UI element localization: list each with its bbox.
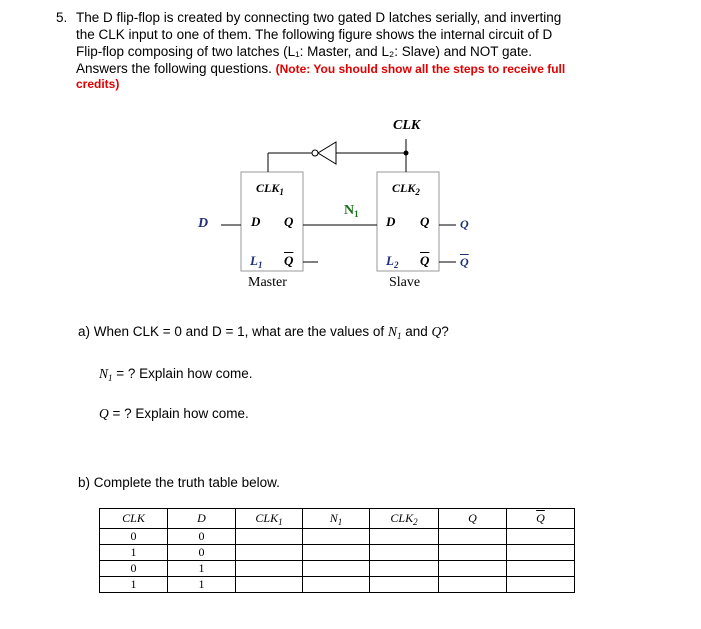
header-clk1-sub: 1 <box>278 516 283 527</box>
part-b-prompt: b) Complete the truth table below. <box>78 475 280 490</box>
n1-var <box>99 366 113 381</box>
part-a-q-line <box>99 405 249 422</box>
q-output-label: Q <box>460 217 469 231</box>
table-cell <box>370 577 439 593</box>
n1-explain-text: = ? Explain how come. <box>116 366 253 381</box>
master-d-label: D <box>251 214 261 229</box>
part-a-qmark: ? <box>441 324 449 339</box>
n1-var-base: N <box>99 366 109 381</box>
table-cell <box>303 529 370 545</box>
header-clk1 <box>236 509 303 529</box>
slave-name-sub: 2 <box>393 260 399 270</box>
table-cell <box>236 577 303 593</box>
part-a-n1-sub: 1 <box>396 331 402 341</box>
table-cell <box>439 529 507 545</box>
table-cell <box>439 545 507 561</box>
part-a-n1-line <box>99 365 252 387</box>
question-line-3: Flip-flop composing of two latches (L₁: Master, and L₂: Slave) and NOT gate. <box>76 44 533 59</box>
qbar-output-label: Q <box>460 255 469 269</box>
n1-label-base: N <box>344 203 355 218</box>
question-line-4-text: Answers the following questions. <box>76 61 272 76</box>
header-d <box>168 509 236 529</box>
question-line-1: The D flip-flop is created by connecting two gated D latches serially, and inverting <box>76 10 562 25</box>
table-cell <box>439 577 507 593</box>
master-clk-sub: 1 <box>279 187 284 197</box>
slave-d-label: D <box>386 214 396 229</box>
not-gate-bubble <box>312 150 318 156</box>
clk-label: CLK <box>393 118 421 133</box>
table-cell <box>370 545 439 561</box>
truth-table <box>99 508 575 593</box>
table-cell: 0 <box>168 545 236 561</box>
note-text: (Note: You should show all the steps to receive full <box>275 62 566 76</box>
table-cell <box>507 529 575 545</box>
not-gate-icon <box>318 142 336 164</box>
note-text-continued: credits) <box>76 77 120 91</box>
table-cell: 0 <box>168 529 236 545</box>
header-clk <box>100 509 168 529</box>
n1-label-sub: 1 <box>354 209 359 219</box>
slave-clk-sub: 2 <box>415 187 420 197</box>
header-clk2 <box>370 509 439 529</box>
header-n1-base: N <box>329 510 338 525</box>
master-q-label: Q <box>284 214 294 229</box>
table-cell <box>507 561 575 577</box>
master-name-sub: 1 <box>257 260 263 270</box>
header-n1-sub: 1 <box>337 516 343 527</box>
table-cell <box>439 561 507 577</box>
part-a-n1-base: N <box>387 324 397 339</box>
table-cell: 1 <box>100 545 168 561</box>
table-row <box>100 529 575 545</box>
header-d-text: D <box>197 511 206 525</box>
master-qbar-label: Q <box>284 253 294 268</box>
table-cell: 1 <box>168 561 236 577</box>
table-row <box>100 545 575 561</box>
table-cell <box>236 561 303 577</box>
header-clk-text: CLK <box>122 511 145 525</box>
master-clk-label <box>256 181 284 197</box>
table-cell: 1 <box>168 577 236 593</box>
header-q-text: Q <box>468 511 477 525</box>
part-a-prompt <box>78 323 449 345</box>
header-n1 <box>303 509 370 529</box>
q-explain-text: = ? Explain how come. <box>112 406 249 421</box>
slave-caption: Slave <box>389 275 421 290</box>
question-number: 5. <box>56 10 68 25</box>
header-clk2-sub: 2 <box>413 516 418 527</box>
table-cell: 0 <box>100 561 168 577</box>
table-cell: 1 <box>100 577 168 593</box>
header-q <box>439 509 507 529</box>
d-input-label: D <box>198 216 209 231</box>
table-cell <box>236 545 303 561</box>
table-cell <box>303 545 370 561</box>
master-caption: Master <box>248 275 287 290</box>
table-cell: 0 <box>100 529 168 545</box>
master-latch-name <box>250 253 262 270</box>
master-name-base: L <box>250 253 258 268</box>
header-clk2-base: CLK <box>390 510 414 525</box>
part-a-prompt-text: a) When CLK = 0 and D = 1, what are the values of <box>78 324 385 339</box>
truth-table-header-row <box>100 509 575 529</box>
master-clk-base: CLK <box>256 181 280 195</box>
table-row <box>100 577 575 593</box>
slave-latch-name <box>386 253 398 270</box>
slave-qbar-label: Q <box>420 253 430 268</box>
table-cell <box>236 529 303 545</box>
slave-q-label: Q <box>420 214 430 229</box>
slave-clk-label <box>392 181 420 197</box>
n1-label <box>344 203 359 219</box>
table-cell <box>303 577 370 593</box>
header-qbar-text: Q <box>536 511 545 525</box>
part-a-n1 <box>388 324 402 339</box>
table-cell <box>370 529 439 545</box>
header-qbar <box>507 509 575 529</box>
part-a-and: and <box>405 324 428 339</box>
table-cell <box>303 561 370 577</box>
part-a-q: Q <box>431 324 442 339</box>
table-cell <box>370 561 439 577</box>
table-row <box>100 561 575 577</box>
slave-clk-base: CLK <box>392 181 416 195</box>
question-line-2: the CLK input to one of them. The following figure shows the internal circuit of D <box>76 27 553 42</box>
table-cell <box>507 545 575 561</box>
header-clk1-base: CLK <box>255 510 279 525</box>
table-cell <box>507 577 575 593</box>
q-var: Q <box>99 406 109 421</box>
n1-var-sub: 1 <box>108 373 113 383</box>
slave-name-base: L <box>386 253 394 268</box>
